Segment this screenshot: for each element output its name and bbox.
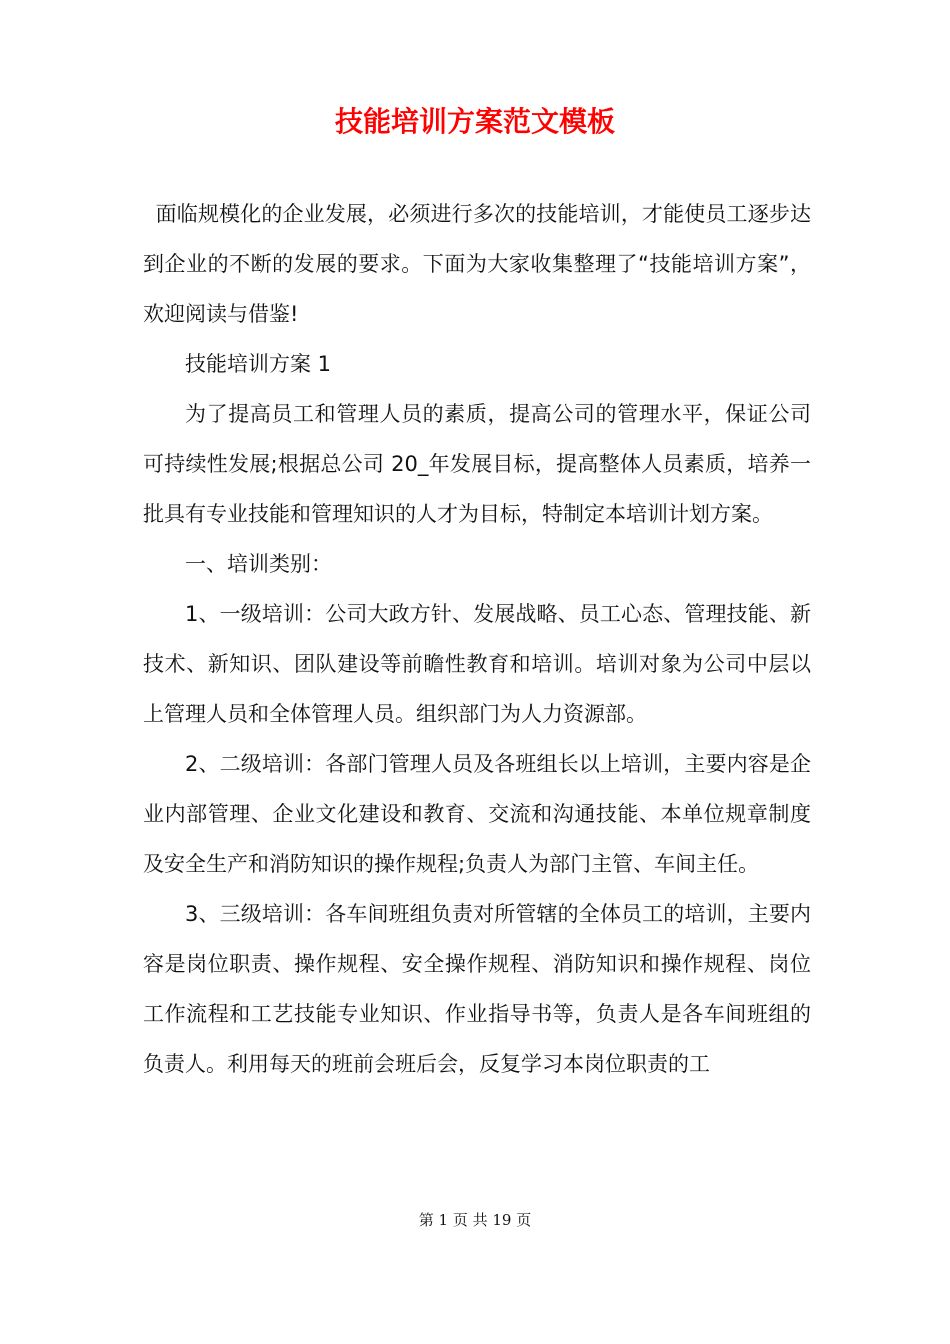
document-body — [143, 189, 811, 1089]
intro-paragraph: 面临规模化的企业发展，必须进行多次的技能培训，才能使员工逐步达到企业的不断的发展的要求。下面为大家收集整理了“技能培训方案”，欢迎阅读与借鉴! — [143, 202, 811, 326]
level-three-paragraph: 3、三级培训：各车间班组负责对所管辖的全体员工的培训，主要内容是岗位职责、操作规程、安全操作规程、消防知识和操作规程、岗位工作流程和工艺技能专业知识、作业指导书等，负责人是各车间班组的负责人。利用每天的班前会班后会，反复学习本岗位职责的工 — [143, 902, 811, 1076]
document-title: 技能培训方案范文模板 — [334, 105, 615, 138]
page-number-footer: 第 1 页 共 19 页 — [418, 1211, 532, 1229]
section-heading: 技能培训方案 1 — [185, 352, 332, 376]
level-two-paragraph: 2、二级培训：各部门管理人员及各班组长以上培训，主要内容是企业内部管理、企业文化建设和教育、交流和沟通技能、本单位规章制度及安全生产和消防知识的操作规程;负责人为部门主管、车间主任。 — [143, 752, 811, 876]
level-one-paragraph: 1、一级培训：公司大政方针、发展战略、员工心态、管理技能、新技术、新知识、团队建设等前瞻性教育和培训。培训对象为公司中层以上管理人员和全体管理人员。组织部门为人力资源部。 — [143, 602, 811, 726]
category-heading: 一、培训类别： — [185, 552, 332, 576]
purpose-paragraph: 为了提高员工和管理人员的素质，提高公司的管理水平，保证公司可持续性发展;根据总公司 20_年发展目标，提高整体人员素质，培养一批具有专业技能和管理知识的人才为目标，特制定本培训计划方案。 — [143, 402, 811, 526]
